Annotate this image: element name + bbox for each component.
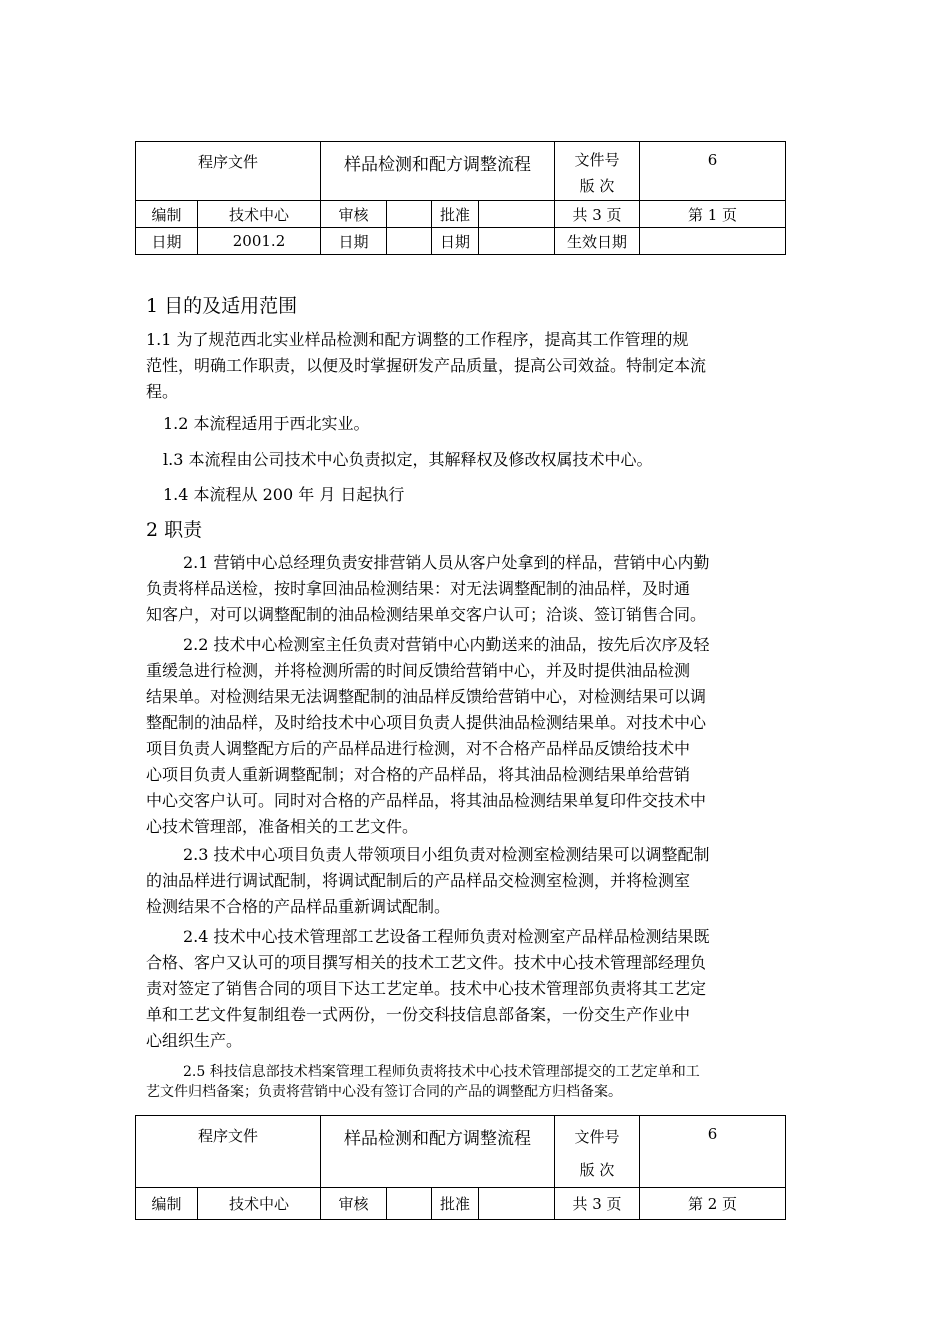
effective-date-value (640, 228, 786, 255)
approve-date-value (479, 228, 555, 255)
compile-value: 技术中心 (198, 1188, 321, 1220)
approve-label: 批准 (432, 1188, 479, 1220)
paragraph-line: 心项目负责人重新调整配制；对合格的产品样品，将其油品检测结果单给营销 (146, 765, 691, 784)
total-pages: 共 3 页 (555, 201, 640, 228)
paragraph-line: 重缓急进行检测，并将检测所需的时间反馈给营销中心，并及时提供油品检测 (146, 661, 691, 680)
document-title: 样品检测和配方调整流程 (321, 1116, 555, 1188)
section-1-heading: 1 目的及适用范围 (146, 295, 298, 317)
document-title: 样品检测和配方调整流程 (321, 142, 555, 201)
paragraph-2-2 (146, 632, 710, 840)
paragraph-1-1 (146, 327, 706, 405)
doc-no-label: 文件号 (574, 1128, 620, 1146)
paragraph-line: 心组织生产。 (146, 1031, 243, 1050)
header-table-page-1 (135, 141, 786, 255)
total-pages: 共 3 页 (555, 1188, 640, 1220)
page-number: 第 2 页 (640, 1188, 786, 1220)
doc-no-label: 文件号 (574, 151, 620, 169)
review-value (387, 201, 432, 228)
program-file-label: 程序文件 (136, 142, 321, 201)
paragraph-line: 艺文件归档备案；负责将营销中心没有签订合同的产品的调整配方归档备案。 (146, 1084, 622, 1100)
paragraph-line: 检测结果不合格的产品样品重新调试配制。 (146, 897, 451, 916)
paragraph-line: 2.5 科技信息部技术档案管理工程师负责将技术中心技术管理部提交的工艺定单和工 (183, 1064, 700, 1080)
compile-label: 编制 (136, 1188, 198, 1220)
approve-value (479, 1188, 555, 1220)
paragraph-line: 整配制的油品样，及时给技术中心项目负责人提供油品检测结果单。对技术中心 (146, 713, 707, 732)
compile-value: 技术中心 (198, 201, 321, 228)
paragraph-1-4: 1.4 本流程从 200 年 月 日起执行 (163, 485, 405, 504)
paragraph-line: 范性，明确工作职责，以便及时掌握研发产品质量，提高公司效益。特制定本流 (146, 356, 707, 375)
effective-date-label: 生效日期 (555, 228, 640, 255)
paragraph-line: 2.4 技术中心技术管理部工艺设备工程师负责对检测室产品样品检测结果既 (183, 927, 710, 946)
compile-label: 编制 (136, 201, 198, 228)
doc-no-version-labels (555, 142, 640, 201)
paragraph-line: 知客户，对可以调整配制的油品检测结果单交客户认可；洽谈、签订销售合同。 (146, 605, 707, 624)
paragraph-line: 中心交客户认可。同时对合格的产品样品，将其油品检测结果单复印件交技术中 (146, 791, 707, 810)
approve-value (479, 201, 555, 228)
paragraph-line: 2.3 技术中心项目负责人带领项目小组负责对检测室检测结果可以调整配制 (183, 845, 710, 864)
paragraph-2-5 (146, 1062, 700, 1102)
paragraph-2-4 (146, 924, 710, 1054)
review-label: 审核 (321, 201, 387, 228)
paragraph-line: 心技术管理部，准备相关的工艺文件。 (146, 817, 419, 836)
version-label: 版 次 (579, 1161, 615, 1179)
paragraph-2-1 (146, 550, 710, 628)
paragraph-line: 程。 (146, 382, 179, 401)
paragraph-line: 合格、客户又认可的项目撰写相关的技术工艺文件。技术中心技术管理部经理负 (146, 953, 707, 972)
paragraph-line: 2.1 营销中心总经理负责安排营销人员从客户处拿到的样品，营销中心内勤 (183, 553, 710, 572)
paragraph-line: 结果单。对检测结果无法调整配制的油品样反馈给营销中心，对检测结果可以调 (146, 687, 707, 706)
paragraph-line: 的油品样进行调试配制，将调试配制后的产品样品交检测室检测，并将检测室 (146, 871, 691, 890)
paragraph-line: 1.1 为了规范西北实业样品检测和配方调整的工作程序，提高其工作管理的规 (146, 330, 689, 349)
paragraph-line: 项目负责人调整配方后的产品样品进行检测，对不合格产品样品反馈给技术中 (146, 739, 691, 758)
program-file-label: 程序文件 (136, 1116, 321, 1188)
section-2-heading: 2 职责 (146, 519, 203, 541)
doc-no-version-labels (555, 1116, 640, 1188)
paragraph-line: 单和工艺文件复制组卷一式两份，一份交科技信息部备案，一份交生产作业中 (146, 1005, 691, 1024)
header-table-page-2 (135, 1115, 786, 1220)
version-value: 6 (640, 1116, 786, 1188)
version-value: 6 (640, 142, 786, 201)
review-date-label: 日期 (321, 228, 387, 255)
paragraph-1-3: l.3 本流程由公司技术中心负责拟定，其解释权及修改权属技术中心。 (163, 450, 653, 469)
paragraph-line: 负责将样品送检，按时拿回油品检测结果：对无法调整配制的油品样，及时通 (146, 579, 691, 598)
paragraph-2-3 (146, 842, 710, 920)
review-label: 审核 (321, 1188, 387, 1220)
review-value (387, 1188, 432, 1220)
paragraph-1-2: 1.2 本流程适用于西北实业。 (163, 414, 370, 433)
paragraph-line: 2.2 技术中心检测室主任负责对营销中心内勤送来的油品，按先后次序及轻 (183, 635, 710, 654)
date-value: 2001.2 (198, 228, 321, 255)
date-label: 日期 (136, 228, 198, 255)
approve-date-label: 日期 (432, 228, 479, 255)
version-label: 版 次 (579, 177, 615, 195)
paragraph-line: 责对签定了销售合同的项目下达工艺定单。技术中心技术管理部负责将其工艺定 (146, 979, 707, 998)
approve-label: 批准 (432, 201, 479, 228)
review-date-value (387, 228, 432, 255)
page-number: 第 1 页 (640, 201, 786, 228)
